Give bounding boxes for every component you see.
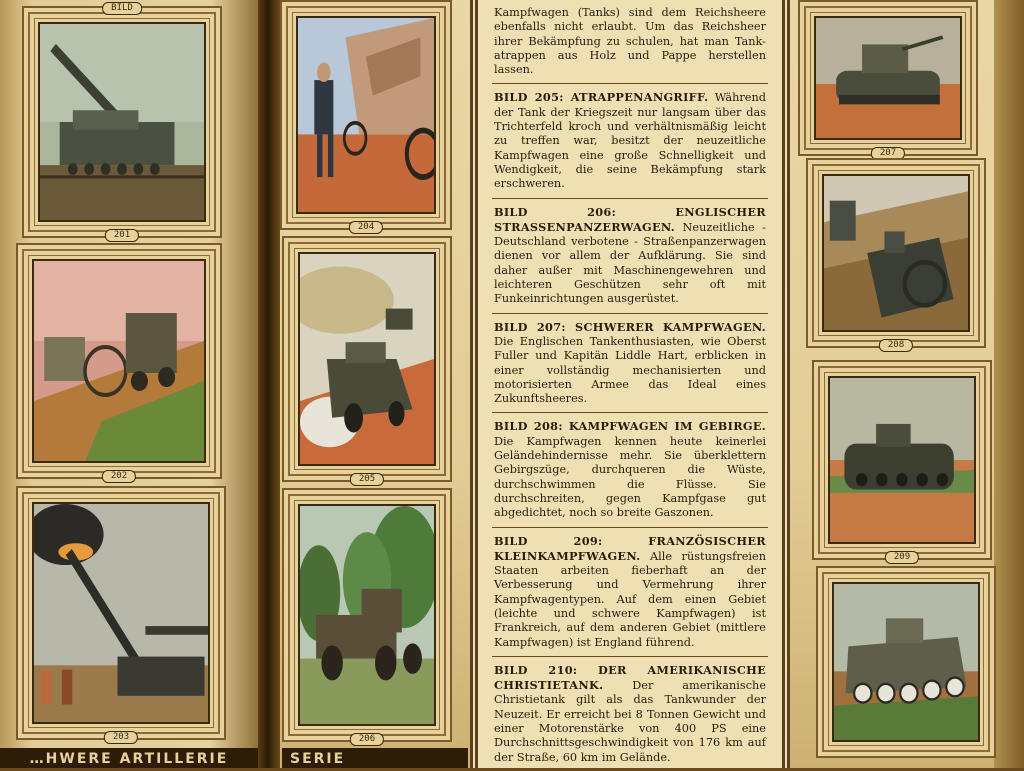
card-number: 202 xyxy=(102,470,136,483)
left-series-banner xyxy=(0,748,258,768)
card-image-howitzer-firing xyxy=(32,502,210,724)
card-206 xyxy=(282,488,452,742)
description-panel xyxy=(470,0,790,768)
card-number: 209 xyxy=(885,551,919,564)
card-204 xyxy=(280,0,452,230)
card-image-armoured-car xyxy=(298,504,436,726)
card-208 xyxy=(806,158,986,348)
card-205 xyxy=(282,236,452,482)
card-image-mountain-tanks xyxy=(822,174,970,332)
entry-205 xyxy=(492,84,768,198)
card-number: 203 xyxy=(104,731,138,744)
card-number: 205 xyxy=(350,473,384,486)
book-gutter xyxy=(258,0,280,768)
card-label: BILD xyxy=(102,2,142,15)
card-number: 206 xyxy=(350,733,384,746)
card-image-heavy-tank xyxy=(814,16,962,140)
intro-paragraph xyxy=(492,0,768,84)
card-202 xyxy=(16,243,222,479)
page-edge xyxy=(994,0,1024,768)
left-banner-text: …HWERE ARTILLERIE xyxy=(29,751,229,767)
entry-210 xyxy=(492,657,768,771)
entry-body: Neuzeitliche - Deutschland verbotene - Straßenpanzerwagen dienen vor allem der Aufklärung. Sie sind daher außer mit Maschinengewehren und leichteren Geschützen sehr oft mit Funkeinrichtungen ausgerüstet. xyxy=(494,220,767,306)
entry-heading: BILD 206: ENGLISCHER STRASSENPANZERWAGEN. xyxy=(494,204,766,234)
card-number: 204 xyxy=(349,221,383,234)
card-number: 208 xyxy=(879,339,913,352)
entry-207 xyxy=(492,314,768,414)
card-number: 201 xyxy=(105,229,139,242)
card-image-field-gun xyxy=(32,259,206,463)
card-201 xyxy=(22,3,222,240)
entry-heading: BILD 208: KAMPFWAGEN IM GEBIRGE. xyxy=(494,419,766,434)
card-207 xyxy=(798,0,978,156)
card-209 xyxy=(812,360,992,560)
entry-heading: BILD 209: FRANZÖSISCHER KLEINKAMPFWAGEN. xyxy=(494,533,766,563)
card-image-dummy-attack xyxy=(298,252,436,466)
entry-208 xyxy=(492,413,768,527)
entry-209 xyxy=(492,528,768,657)
right-banner-text: SERIE xyxy=(290,751,346,767)
card-203 xyxy=(16,486,226,740)
card-210 xyxy=(816,566,996,758)
card-image-railway-gun xyxy=(38,22,206,222)
card-image-light-tank xyxy=(828,376,976,544)
entry-body: Alle rüstungsfreien Staaten arbeiten fieberhaft an der Verbesserung und Vermehrung ihrer Kampfwagentypen. Auf dem einen Gebiet (leichte und schwere Kampfwagen) ist Frankreich, auf dem anderen Gebiet (mittlere Kampfwagen) ist England führend. xyxy=(494,549,766,649)
entry-body: Der amerikanische Christietank gilt als das Tankwunder der Neuzeit. Er erreicht bei 8 Tonnen Gewicht und einer Motorenstärke von 400 PS eine Durchschnittsgeschwindigkeit von 176 km auf der Straße, 60 km im Gelände. xyxy=(494,679,767,764)
entry-body: Die Kampfwagen kennen heute keinerlei Geländehindernisse mehr. Sie überklettern Gebirgszüge, durchqueren die Wüste, durchschwimmen die Flüsse. Sie durchschreiten, gegen Kampfgase gut abgedichtet, noch so breite Gaszonen. xyxy=(494,434,766,520)
entry-body: Während der Tank der Kriegszeit nur langsam über das Trichterfeld kroch und verhältnismäßig leicht zu treffen war, besitzt der neuzeitliche Kampfwagen eine große Schnelligkeit und Wendigkeit, die seine Bekämpfung stark erschweren. xyxy=(494,91,766,191)
entry-heading: BILD 207: SCHWERER KAMPFWAGEN. xyxy=(494,319,766,334)
right-series-banner xyxy=(282,748,468,768)
intro-text: Kampfwagen (Tanks) sind dem Reichsheere ebenfalls nicht erlaubt. Um das Reichsheer ihrer Bekämpfung zu schulen, hat man Tank-atrappen aus Holz und Pappe herstellen lassen. xyxy=(494,6,766,77)
entry-206 xyxy=(492,199,768,314)
card-image-dummy-tank xyxy=(296,16,436,214)
card-image-christie-tank xyxy=(832,582,980,742)
entry-body: Die Englischen Tankenthusiasten, wie Oberst Fuller und Kapitän Liddle Hart, erblicken in einer vollständig mechanisierten und motorisierten Armee das Ideal eines Zukunftsheeres. xyxy=(494,334,766,406)
card-number: 207 xyxy=(871,147,905,160)
entry-heading: BILD 210: DER AMERIKANISCHE CHRISTIETANK. xyxy=(494,662,766,693)
entry-heading: BILD 205: ATRAPPENANGRIFF. xyxy=(494,90,709,105)
